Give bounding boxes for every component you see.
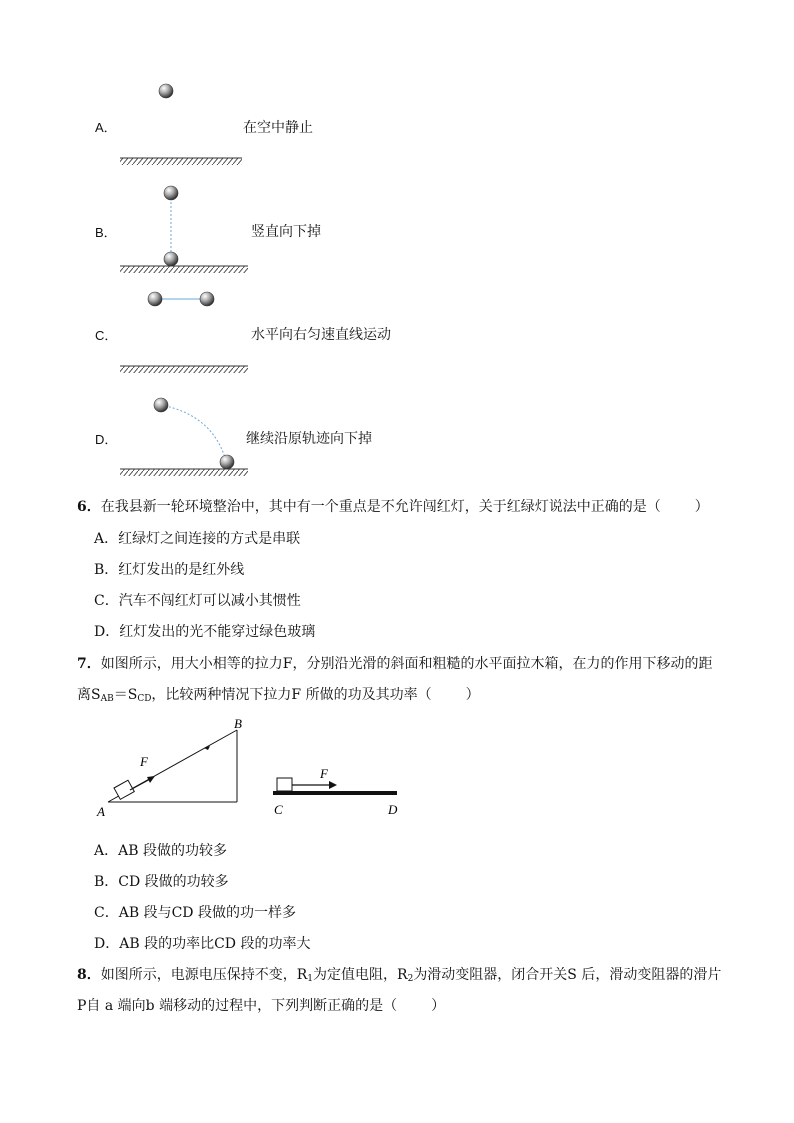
stem-text: ，比较两种情况下拉力F 所做的功及其功率（ [151, 687, 432, 703]
ball-bottom [164, 252, 178, 266]
label-f-horizontal: F [320, 766, 328, 781]
option-a-label: A． [95, 120, 117, 135]
stem-text: 为定值电阻，R [313, 967, 408, 983]
stem-text: P自 a 端向b 端移动的过程中，下列判断正确的是（ [77, 998, 398, 1014]
option-b-text: 竖直向下掉 [251, 224, 321, 240]
option-b-figure [118, 184, 252, 280]
question-6-option-c[interactable] [94, 592, 301, 610]
stem-text: 为滑动变阻器，闭合开关S 后，滑动变阻器的滑片 [413, 967, 722, 983]
question-6-option-b[interactable] [94, 561, 244, 579]
question-7-option-d[interactable] [94, 935, 310, 953]
question-6-stem [77, 498, 709, 516]
label-c: C [274, 802, 283, 817]
question-8-stem-line2 [77, 997, 445, 1015]
question-8-paren-close: ） [431, 998, 446, 1014]
ball [159, 84, 173, 98]
option-label: C． [94, 905, 119, 921]
option-label: A． [94, 843, 119, 859]
question-7-figure [92, 718, 412, 824]
option-d-text: 继续沿原轨迹向下掉 [246, 431, 372, 447]
stem-text: ＝S [113, 687, 138, 703]
option-c-label: C． [95, 328, 118, 343]
ground-hatch [120, 469, 248, 476]
label-f-incline: F [140, 754, 148, 769]
ball-bottom [220, 455, 234, 469]
question-6-paren-close: ） [694, 499, 709, 515]
ball-top [154, 398, 168, 412]
option-c-text: 水平向右匀速直线运动 [251, 327, 391, 343]
option-label: B． [94, 874, 119, 890]
option-text: 红绿灯之间连接的方式是串联 [118, 531, 301, 547]
option-label: D． [94, 624, 120, 640]
option-a-figure [118, 80, 248, 172]
label-a: A [97, 804, 105, 819]
question-7-number: 7． [77, 656, 101, 672]
question-6-text: 在我县新一轮环境整治中，其中有一个重点是不允许闯红灯，关于红绿灯说法中正确的是（ [100, 499, 661, 515]
ground-hatch [120, 266, 248, 273]
question-8-number: 8． [77, 967, 101, 983]
ground-hatch [120, 366, 248, 373]
label-d: D [388, 802, 398, 817]
question-6-option-d[interactable] [94, 623, 315, 641]
label-b: B [234, 716, 242, 731]
question-7-text: 如图所示，用大小相等的拉力F，分别沿光滑的斜面和粗糙的水平面拉木箱，在力的作用下移动的距 [100, 656, 713, 672]
ball-left [148, 292, 162, 306]
subscript-cd: CD [137, 694, 152, 704]
curved-path [161, 405, 226, 461]
ground-hatch [120, 158, 242, 165]
option-label: D． [94, 936, 120, 952]
box-on-surface [277, 778, 292, 791]
option-text: CD 段做的功较多 [118, 874, 229, 890]
subscript-2: 2 [407, 974, 414, 984]
subscript-ab: AB [100, 694, 114, 704]
force-arrowhead-horizontal [329, 781, 337, 789]
question-7-stem-line1 [77, 655, 712, 673]
option-text: AB 段做的功较多 [118, 843, 227, 859]
question-6-option-a[interactable] [94, 530, 300, 548]
horizontal-surface [273, 791, 397, 795]
option-text: 汽车不闯红灯可以减小其惯性 [118, 593, 301, 609]
option-a-text: 在空中静止 [243, 120, 313, 136]
question-6-number: 6． [77, 499, 101, 515]
question-7-option-a[interactable] [94, 842, 227, 860]
option-label: B． [94, 562, 119, 578]
stem-text: 离S [77, 687, 101, 703]
question-7-option-c[interactable] [94, 904, 296, 922]
stem-text: 如图所示，电源电压保持不变，R [100, 967, 308, 983]
question-7-option-b[interactable] [94, 873, 229, 891]
question-7-paren-close: ） [465, 687, 480, 703]
option-label: C． [94, 593, 119, 609]
option-b-label: B． [95, 225, 117, 240]
option-c-figure [118, 290, 252, 380]
option-d-figure [118, 393, 252, 485]
option-text: AB 段的功率比CD 段的功率大 [119, 936, 311, 952]
question-7-stem-line2 [77, 686, 480, 708]
option-text: 红灯发出的是红外线 [118, 562, 245, 578]
ball-right [200, 292, 214, 306]
subscript-1: 1 [307, 974, 314, 984]
option-text: AB 段与CD 段做的功一样多 [118, 905, 296, 921]
option-text: 红灯发出的光不能穿过绿色玻璃 [119, 624, 316, 640]
ball-top [164, 186, 178, 200]
option-label: A． [94, 531, 119, 547]
question-8-stem-line1 [77, 966, 721, 988]
option-d-label: D． [95, 432, 118, 447]
